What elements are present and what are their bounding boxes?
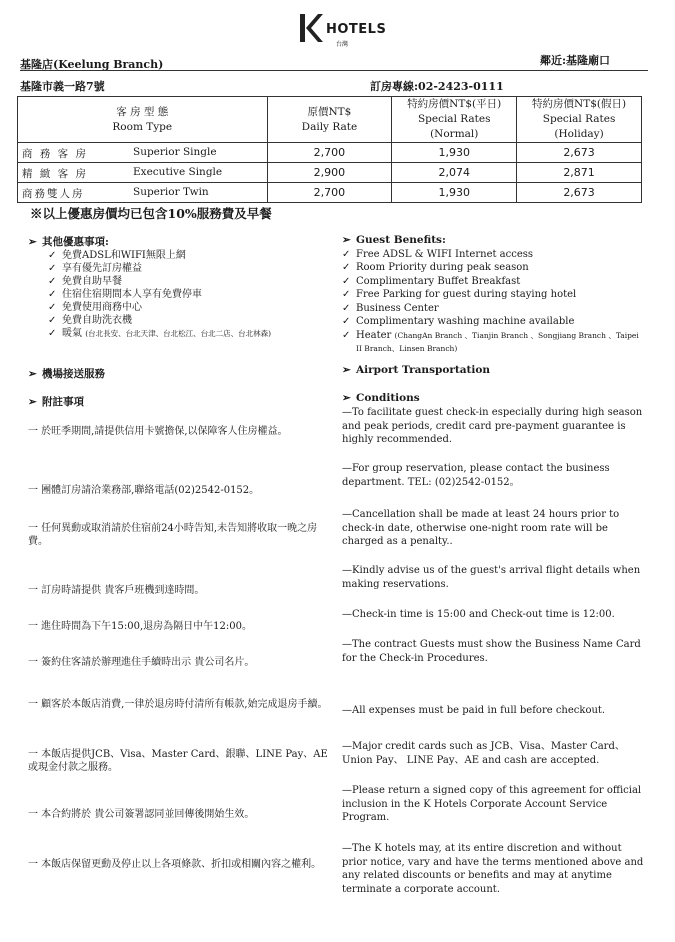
benefit-text: Free Parking for guest during staying hotel xyxy=(356,289,577,300)
check-icon: ✓ xyxy=(342,262,351,273)
arrow-bullet-icon: ➢ xyxy=(342,392,351,404)
airport-en xyxy=(342,364,647,378)
list-item xyxy=(342,302,647,316)
list-item xyxy=(342,248,647,262)
condition-zh: 一 團體訂房請洽業務部,聯絡電話(02)2542-0152。 xyxy=(28,485,260,496)
condition-zh: 一 顧客於本飯店消費,一律於退房時付清所有帳款,始完成退房手續。 xyxy=(28,699,328,710)
room-type-zh: 商務雙人房 xyxy=(22,188,85,200)
check-icon: ✓ xyxy=(48,263,57,274)
condition-en: —Check-in time is 15:00 and Check-out time is 12:00. xyxy=(342,609,615,620)
header-room-type xyxy=(18,97,268,143)
condition-en: —Please return a signed copy of this agreement for official inclusion in the K Hotels Corporate Account Service Program. xyxy=(342,785,642,823)
benefit-text: 免費自助早餐 xyxy=(62,276,122,287)
room-type-en: Executive Single xyxy=(133,166,223,178)
brand-subtitle: 台灣 xyxy=(336,41,349,48)
benefit-text: Room Priority during peak season xyxy=(356,262,529,273)
room-type-zh: 商 務 客 房 xyxy=(22,148,89,160)
conditions-title-zh xyxy=(28,396,333,409)
room-type-cell xyxy=(18,143,268,163)
benefits-title-zh xyxy=(28,236,333,249)
holiday-rate: 2,673 xyxy=(517,183,642,203)
branch-name: 基隆店(Keelung Branch) xyxy=(20,58,164,71)
list-item xyxy=(48,275,333,288)
header-daily-rate-zh: 原價NT$ xyxy=(307,105,352,118)
holiday-rate: 2,673 xyxy=(517,143,642,163)
check-icon: ✓ xyxy=(342,275,351,287)
list-item xyxy=(48,262,333,275)
room-type-en: Superior Single xyxy=(133,146,217,158)
header-daily-rate-en: Daily Rate xyxy=(301,120,358,133)
header-daily-rate xyxy=(267,97,392,143)
benefits-title-en xyxy=(342,234,647,248)
benefit-text: Complimentary washing machine available xyxy=(356,316,575,327)
holiday-rate: 2,871 xyxy=(517,163,642,183)
header-normal-rate-en: Special Rates (Normal) xyxy=(417,113,491,140)
condition-zh: 一 本飯店提供JCB、Visa、Master Card、銀聯、LINE Pay、AE或現金付款之服務。 xyxy=(28,749,328,773)
check-icon: ✓ xyxy=(48,315,57,326)
table-row xyxy=(18,183,642,203)
benefit-text: Complimentary Buffet Breakfast xyxy=(356,275,521,287)
nearby-landmark: 鄰近:基隆廟口 xyxy=(540,54,611,67)
list-item xyxy=(48,314,333,327)
benefit-text: 住宿住宿期間本人享有免費停車 xyxy=(62,289,202,300)
condition-zh: 一 簽約住客請於辦理進住手續時出示 貴公司名片。 xyxy=(28,657,255,668)
header-holiday-rate-zh: 特約房價NT$(假日) xyxy=(532,98,627,110)
benefit-text: Heater xyxy=(356,329,392,341)
list-item xyxy=(342,261,647,275)
condition-zh: 一 任何異動或取消請於住宿前24小時告知,未告知將收取一晚之房費。 xyxy=(28,523,318,547)
check-icon: ✓ xyxy=(342,248,351,260)
condition-zh: 一 於旺季期間,請提供信用卡號擔保,以保障客人住房權益。 xyxy=(28,426,288,437)
daily-rate: 2,700 xyxy=(267,183,392,203)
list-item xyxy=(342,288,647,302)
check-icon: ✓ xyxy=(342,329,351,341)
header-normal-rate-zh: 特約房價NT$(平日) xyxy=(407,98,502,110)
benefits-list-zh xyxy=(28,249,333,340)
condition-en: —Kindly advise us of the guest's arrival flight details when making reservations. xyxy=(342,565,641,590)
heater-branches-en: (ChangAn Branch 、Tianjin Branch 、Songjiang Branch 、Taipei II Branch、Linsen Branch) xyxy=(356,330,639,353)
check-icon: ✓ xyxy=(48,328,57,339)
benefits-list-en xyxy=(342,248,647,356)
check-icon: ✓ xyxy=(342,316,351,327)
airport-zh xyxy=(28,368,333,381)
benefit-text: 暖氣 xyxy=(62,328,82,339)
room-type-cell xyxy=(18,163,268,183)
benefits-title-en-text: Guest Benefits: xyxy=(356,234,446,246)
benefit-text: 免費自助洗衣機 xyxy=(62,315,132,326)
arrow-bullet-icon: ➢ xyxy=(28,368,37,380)
benefits-en xyxy=(342,234,647,356)
heater-branches-zh: (台北長安、台北天津、台北松江、台北二店、台北林森) xyxy=(85,329,272,338)
table-row xyxy=(18,143,642,163)
header-holiday-rate-en: Special Rates (Holiday) xyxy=(542,113,616,140)
condition-zh: 一 訂房時請提供 貴客戶班機到達時間。 xyxy=(28,585,205,596)
normal-rate: 1,930 xyxy=(392,143,517,163)
condition-en: —To facilitate guest check-in especially during high season and peak periods, credit card pre-payment guarantee is highly recommended. xyxy=(342,407,643,445)
check-icon: ✓ xyxy=(342,289,351,300)
condition-en: —The K hotels may, at its entire discretion and without prior notice, vary and have the terms mentioned above and any related discounts or benefits and may at anytime terminate a corporate account. xyxy=(342,843,644,895)
benefit-text: 免費使用商務中心 xyxy=(62,302,142,313)
header-divider xyxy=(20,70,648,71)
normal-rate: 2,074 xyxy=(392,163,517,183)
k-logo-icon xyxy=(298,12,324,44)
check-icon: ✓ xyxy=(48,289,57,300)
header-holiday-rate xyxy=(517,97,642,143)
benefit-text: 享有優先訂房權益 xyxy=(62,263,142,274)
condition-en: —Cancellation shall be made at least 24 hours prior to check-in date, otherwise one-night room rate will be charged as a penalty.. xyxy=(342,509,620,547)
room-type-en: Superior Twin xyxy=(133,186,209,198)
list-item xyxy=(342,329,647,356)
list-item xyxy=(342,275,647,289)
condition-zh: 一 本飯店保留更動及停止以上各項條款、折扣或相關內容之權利。 xyxy=(28,859,322,870)
condition-zh: 一 本合約將於 貴公司簽署認同並回傳後開始生效。 xyxy=(28,809,255,820)
check-icon: ✓ xyxy=(48,302,57,313)
list-item xyxy=(48,327,333,340)
condition-en: —All expenses must be paid in full before checkout. xyxy=(342,705,606,716)
hotel-logo xyxy=(298,12,388,48)
arrow-bullet-icon: ➢ xyxy=(28,236,37,248)
list-item xyxy=(342,315,647,329)
daily-rate: 2,700 xyxy=(267,143,392,163)
daily-rate: 2,900 xyxy=(267,163,392,183)
condition-zh: 一 進住時間為下午15:00,退房為隔日中午12:00。 xyxy=(28,621,252,632)
list-item xyxy=(48,301,333,314)
brand-name: HOTELS xyxy=(326,22,387,37)
list-item xyxy=(48,288,333,301)
condition-en: —For group reservation, please contact the business department. TEL: (02)2542-0152。 xyxy=(342,463,610,488)
check-icon: ✓ xyxy=(342,302,351,314)
benefit-text: 免費ADSL和WIFI無限上網 xyxy=(62,250,186,261)
normal-rate: 1,930 xyxy=(392,183,517,203)
reservation-hotline: 訂房專線:02-2423-0111 xyxy=(370,80,504,93)
hotel-address: 基隆市義一路7號 xyxy=(20,80,105,93)
arrow-bullet-icon: ➢ xyxy=(342,234,351,246)
airport-en-text: Airport Transportation xyxy=(356,364,490,376)
room-type-cell xyxy=(18,183,268,203)
condition-en: —The contract Guests must show the Business Name Card for the Check-in Procedures. xyxy=(342,639,641,664)
benefits-zh xyxy=(28,236,333,340)
conditions-title-en xyxy=(342,392,647,406)
arrow-bullet-icon: ➢ xyxy=(342,364,351,376)
check-icon: ✓ xyxy=(48,250,57,261)
airport-zh-text: 機場接送服務 xyxy=(42,368,105,380)
benefit-text: Business Center xyxy=(356,302,439,314)
conditions-title-zh-text: 附註事項 xyxy=(42,396,84,408)
rate-note: ※以上優惠房價均已包含10%服務費及早餐 xyxy=(30,206,272,221)
rate-table-header xyxy=(18,97,642,143)
condition-en: —Major credit cards such as JCB、Visa、Master Card、Union Pay、 LINE Pay、AE and cash are accepted. xyxy=(342,741,625,766)
list-item xyxy=(48,249,333,262)
room-type-zh: 精 緻 客 房 xyxy=(22,168,89,180)
benefits-title-zh-text: 其他優惠事項: xyxy=(42,236,109,248)
rate-table xyxy=(17,96,642,203)
table-row xyxy=(18,163,642,183)
arrow-bullet-icon: ➢ xyxy=(28,396,37,408)
header-room-type-en: Room Type xyxy=(112,120,173,133)
header-room-type-zh: 客 房 型 態 xyxy=(116,105,169,118)
check-icon: ✓ xyxy=(48,276,57,287)
conditions-title-en-text: Conditions xyxy=(356,392,420,404)
header-normal-rate xyxy=(392,97,517,143)
benefit-text: Free ADSL & WIFI Internet access xyxy=(356,248,534,260)
